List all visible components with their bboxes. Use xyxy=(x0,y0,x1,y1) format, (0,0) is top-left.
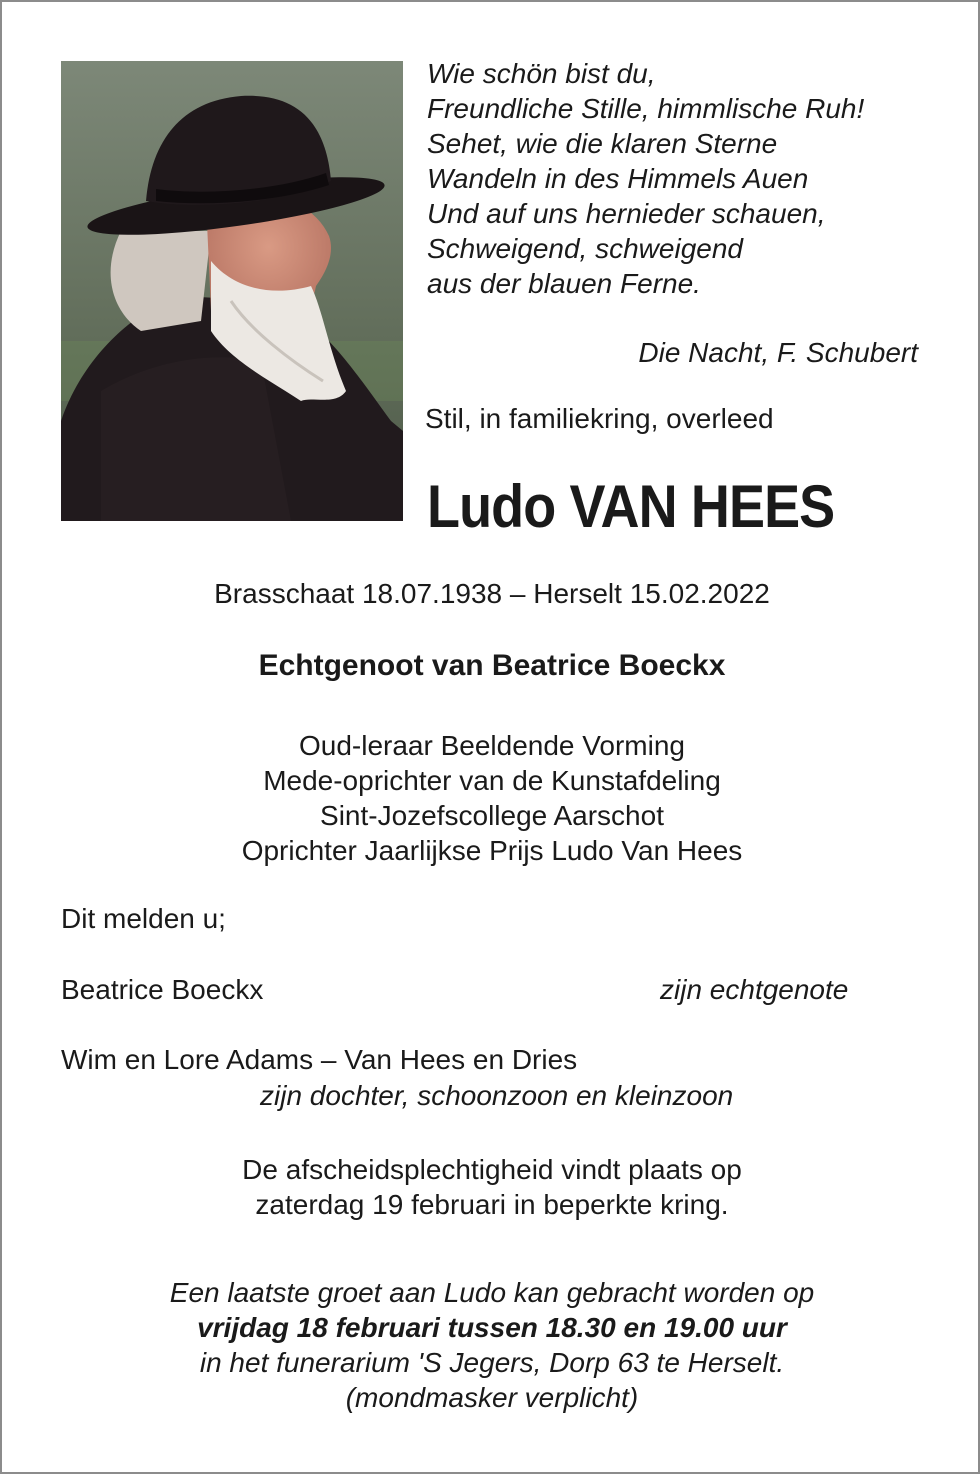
poem-line: aus der blauen Ferne. xyxy=(427,268,701,299)
poem-line: Wandeln in des Himmels Auen xyxy=(427,163,809,194)
ceremony-info xyxy=(2,1152,980,1222)
poem-attribution: Die Nacht, F. Schubert xyxy=(638,337,918,368)
visitation-note: (mondmasker verplicht) xyxy=(345,1382,639,1413)
deceased-name: Ludo VAN HEES xyxy=(427,473,835,540)
relative-name: Wim en Lore Adams – Van Hees en Dries xyxy=(61,1044,578,1075)
relative-name: Beatrice Boeckx xyxy=(61,974,264,1005)
role-line: Oud-leraar Beeldende Vorming xyxy=(298,730,685,761)
visitation-time: vrijdag 18 februari tussen 18.30 en 19.00 uur xyxy=(197,1312,787,1343)
poem-line: Wie schön bist du, xyxy=(427,58,656,89)
poem xyxy=(427,56,864,301)
role-line: Oprichter Jaarlijkse Prijs Ludo Van Hees xyxy=(241,835,743,866)
relative-relation: zijn dochter, schoonzoon en kleinzoon xyxy=(260,1080,734,1111)
life-dates: Brasschaat 18.07.1938 – Herselt 15.02.2022 xyxy=(214,578,770,609)
poem-line: Schweigend, schweigend xyxy=(427,233,743,264)
roles-list xyxy=(2,728,980,868)
poem-line: Freundliche Stille, himmlische Ruh! xyxy=(427,93,865,124)
announcement: Dit melden u; xyxy=(61,903,226,934)
role-line: Sint-Jozefscollege Aarschot xyxy=(320,800,664,831)
poem-line: Sehet, wie die klaren Sterne xyxy=(427,128,778,159)
intro-text: Stil, in familiekring, overleed xyxy=(425,403,774,434)
spouse-line: Echtgenoot van Beatrice Boeckx xyxy=(258,649,726,682)
ceremony-line: zaterdag 19 februari in beperkte kring. xyxy=(255,1189,729,1220)
ceremony-line: De afscheidsplechtigheid vindt plaats op xyxy=(242,1154,742,1185)
visitation-info xyxy=(2,1275,980,1415)
poem-line: Und auf uns hernieder schauen, xyxy=(427,198,826,229)
relative-relation: zijn echtgenote xyxy=(660,974,849,1005)
visitation-location: in het funerarium 'S Jegers, Dorp 63 te Herselt. xyxy=(199,1347,785,1378)
portrait-photo xyxy=(61,61,403,521)
role-line: Mede-oprichter van de Kunstafdeling xyxy=(263,765,721,796)
visitation-line: Een laatste groet aan Ludo kan gebracht worden op xyxy=(169,1277,815,1308)
